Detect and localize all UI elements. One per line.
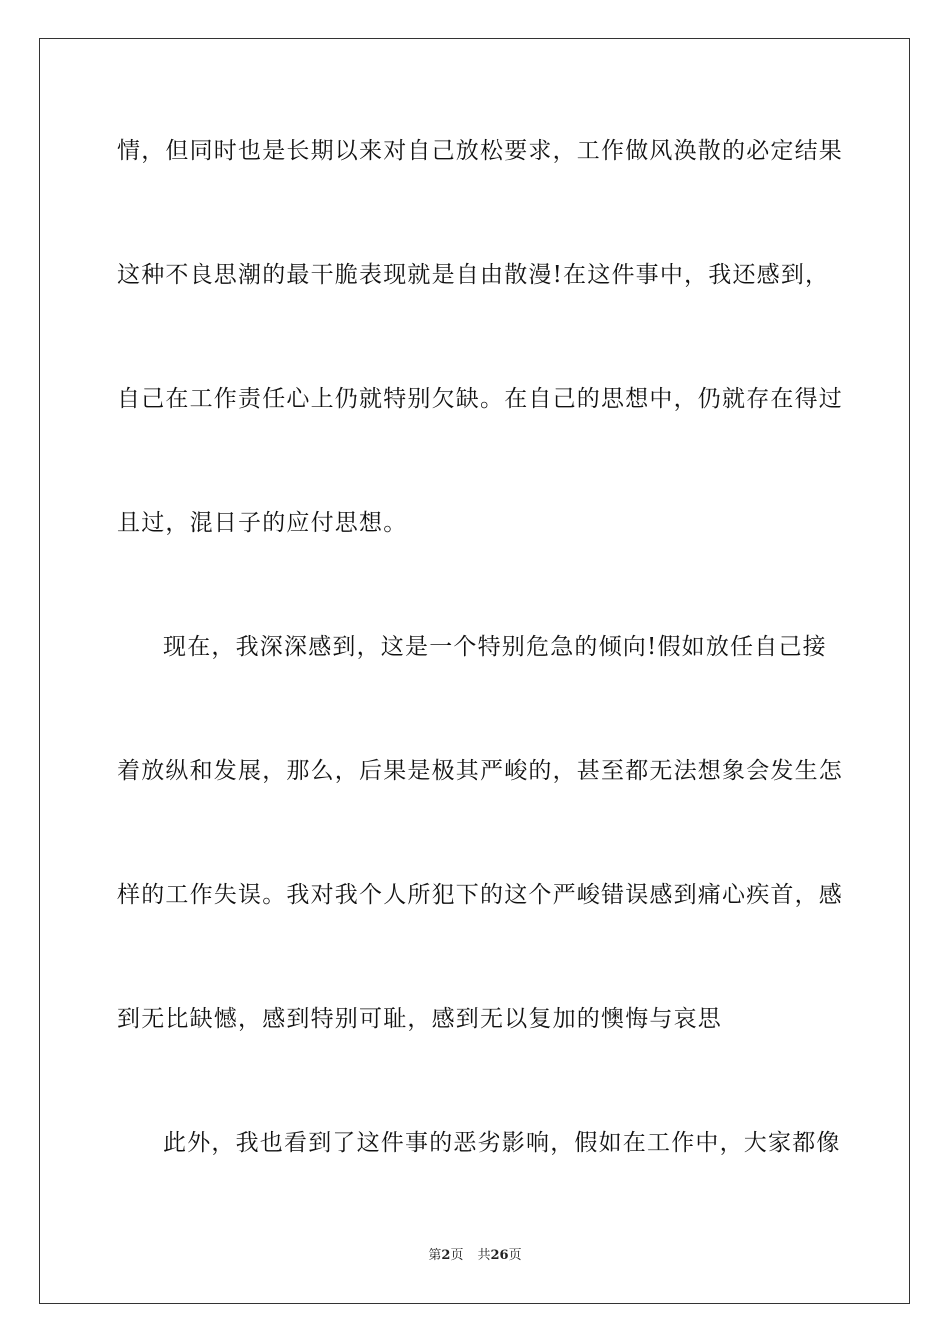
- text-line-3: 自己在工作责任心上仍就特别欠缺。在自己的思想中，仍就存在得过: [117, 386, 843, 412]
- page-prefix: 第: [428, 1248, 442, 1263]
- text-line-8: 到无比缺憾，感到特别可耻，感到无以复加的懊悔与哀思: [117, 1006, 722, 1032]
- text-line-7: 样的工作失误。我对我个人所犯下的这个严峻错误感到痛心疾首，感: [117, 882, 843, 908]
- page-footer: [0, 1247, 950, 1265]
- total-suffix: 页: [508, 1248, 522, 1263]
- page-number: 2: [441, 1248, 451, 1263]
- text-line-4: 且过，混日子的应付思想。: [117, 510, 408, 536]
- page-border: [39, 38, 910, 1304]
- page-suffix: 页: [450, 1248, 464, 1263]
- text-line-1: 情，但同时也是长期以来对自己放松要求，工作做风涣散的必定结果: [117, 138, 843, 164]
- total-pages: 26: [490, 1248, 509, 1263]
- text-line-2: 这种不良思潮的最干脆表现就是自由散漫!在这件事中，我还感到，: [117, 262, 830, 288]
- text-line-5: 现在，我深深感到，这是一个特别危急的倾向!假如放任自己接: [163, 634, 827, 660]
- text-line-9: 此外，我也看到了这件事的恶劣影响，假如在工作中，大家都像: [163, 1130, 841, 1156]
- total-prefix: 共: [477, 1248, 491, 1263]
- text-line-6: 着放纵和发展，那么，后果是极其严峻的，甚至都无法想象会发生怎: [117, 758, 843, 784]
